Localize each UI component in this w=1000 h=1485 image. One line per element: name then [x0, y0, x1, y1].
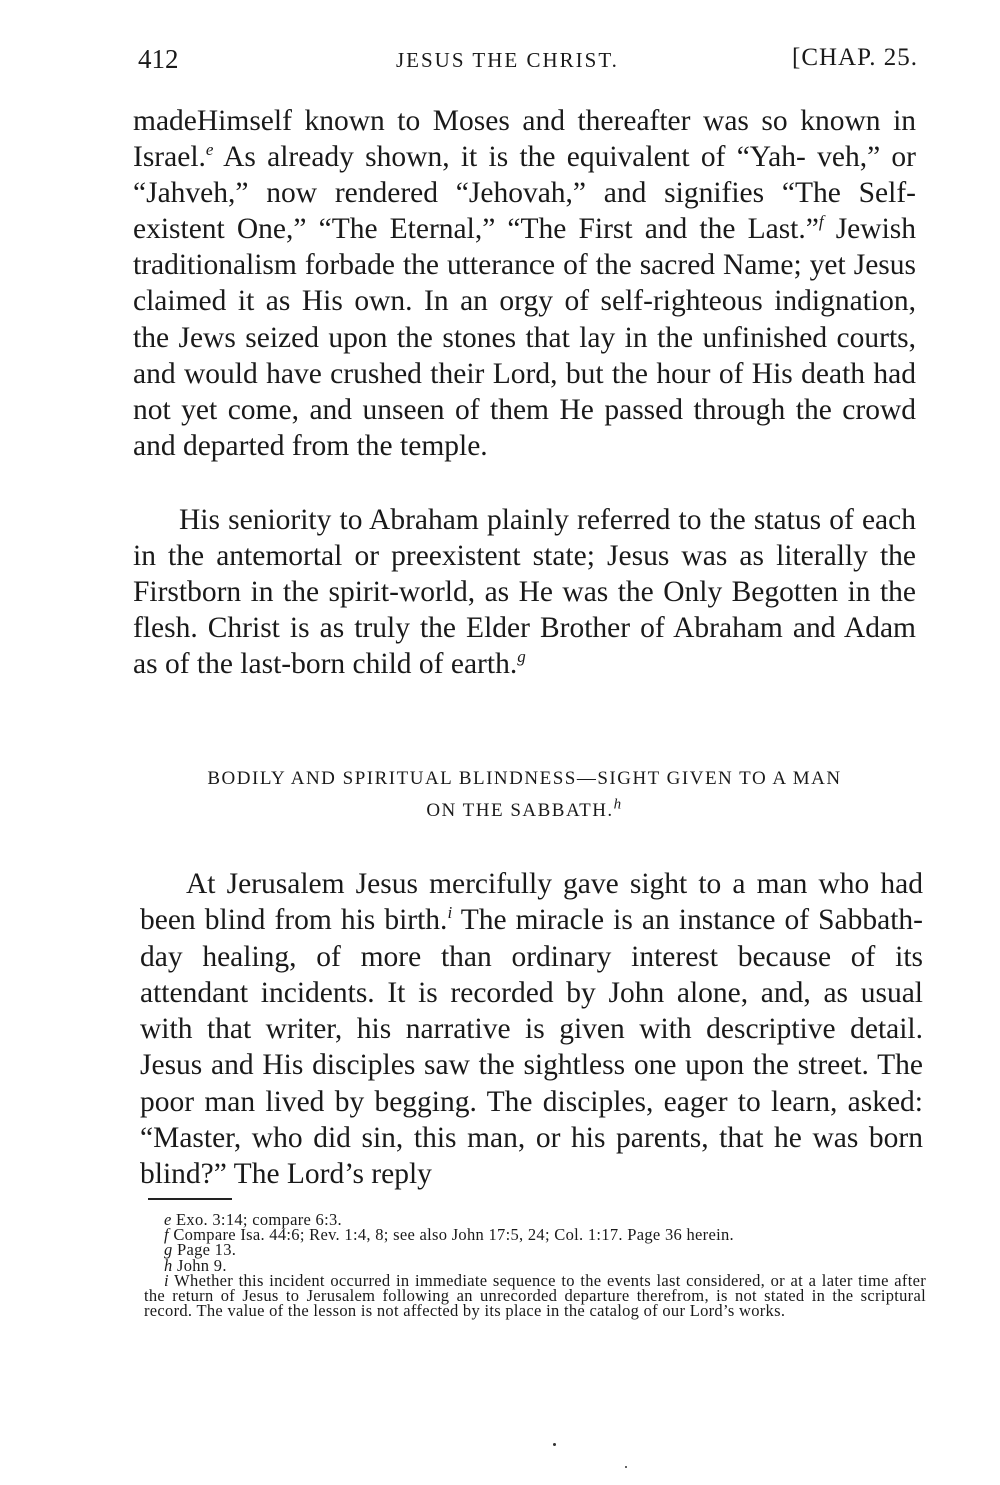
footnotes — [144, 1210, 926, 1321]
paragraph-text: His seniority to Abraham plainly referred to the status of each in the antemortal or preexistent state; Jesus was as literally the Firstborn in the spirit-world, as He was the Only Begotten in the flesh. Christ is as truly the Elder Brother of Abraham and Adam as of the last-born child of earth. — [133, 504, 916, 681]
text-run: As already shown, it is the equivalent of “Yah- — [213, 141, 806, 174]
section-heading-line: ON THE SABBATH. — [426, 800, 614, 821]
paragraph-continued — [133, 103, 916, 464]
running-header — [138, 44, 918, 84]
text-run: Jewish traditionalism forbade the utterance of the — [133, 213, 916, 282]
footnote-text: John 9. — [172, 1255, 227, 1275]
paragraph-blind-man — [140, 866, 923, 1193]
section-heading-line: BODILY AND SPIRITUAL BLINDNESS—SIGHT GIVEN TO A MAN — [207, 768, 842, 789]
text-run: The miracle is an instance of Sabbath-day healing, of more than ordinary interest because of its attendant incidents. It is recorded by John alone, and, as usual with that writer, his narrative is given with descriptive detail. Jesus and His disciples saw the sightless one upon the street. The poor man lived by begging. The disciples, eager to learn, asked: “Master, who did sin, this man, or his parents, that he was born blind?” The Lord’s reply — [140, 904, 923, 1191]
text-run: in Israel. — [133, 105, 917, 174]
running-title: JESUS THE CHRIST. — [396, 48, 619, 72]
footnote-mark: e — [164, 1210, 172, 1229]
text-line: “The Self-existent One,” “The Eternal,” “The First and the — [133, 177, 916, 246]
footnote-marker-f: f — [818, 212, 824, 232]
footnote-text: Compare Isa. 44:6; Rev. 1:4, 8; see also John 17:5, 24; Col. 1:17. Page 36 herein. — [168, 1225, 734, 1245]
footnote-marker-g: g — [517, 647, 526, 667]
footnote-marker-h: h — [613, 796, 623, 813]
paragraph-seniority — [133, 502, 916, 682]
footnote-mark: g — [164, 1240, 173, 1260]
chapter-reference: [CHAP. 25. — [792, 44, 918, 71]
footnote-f — [144, 1225, 926, 1245]
text-line: madeHimself known to Moses and thereafter was so known — [133, 105, 881, 137]
footnote-mark: h — [164, 1255, 173, 1275]
text-run: sacred Name; yet Jesus claimed it as His own. In an orgy of self-righteous indignation, the Jews seized upon the stones that lay in the unfinished courts, and would have crushed their Lord, but the hour of His death had not yet come, and unseen of them He passed through the crowd and departed from the temple. — [133, 249, 916, 462]
footnote-text: Whether this incident occurred in immediate sequence to the events last considered, or at a later time after the return of Jesus to Jerusalem following an unrecorded departure therefrom, is not stated in the scriptural record. The value of the lesson is not affected by its place in the catalog of our Lord’s works. — [144, 1270, 926, 1321]
text-run: Last.” — [747, 213, 819, 246]
footnote-text: Page 13. — [172, 1240, 237, 1260]
section-heading — [133, 763, 916, 827]
scan-speck — [553, 1443, 556, 1446]
footnote-divider — [148, 1198, 232, 1200]
text-line: veh,” or “Jahveh,” now rendered “Jehovah,” and signifies — [133, 141, 917, 210]
footnote-text: Exo. 3:14; compare 6:3. — [171, 1210, 342, 1229]
footnote-marker-e: e — [205, 140, 214, 160]
scan-speck — [625, 1466, 627, 1468]
footnote-mark: i — [164, 1270, 169, 1290]
text-run: At Jerusalem Jesus mercifully gave sight to a man who had been blind from his birth. — [140, 868, 923, 937]
footnote-marker-i: i — [447, 903, 453, 923]
footnote-g — [144, 1240, 926, 1260]
footnote-i — [144, 1270, 926, 1321]
page-number: 412 — [138, 44, 179, 74]
footnote-mark: f — [164, 1225, 169, 1245]
